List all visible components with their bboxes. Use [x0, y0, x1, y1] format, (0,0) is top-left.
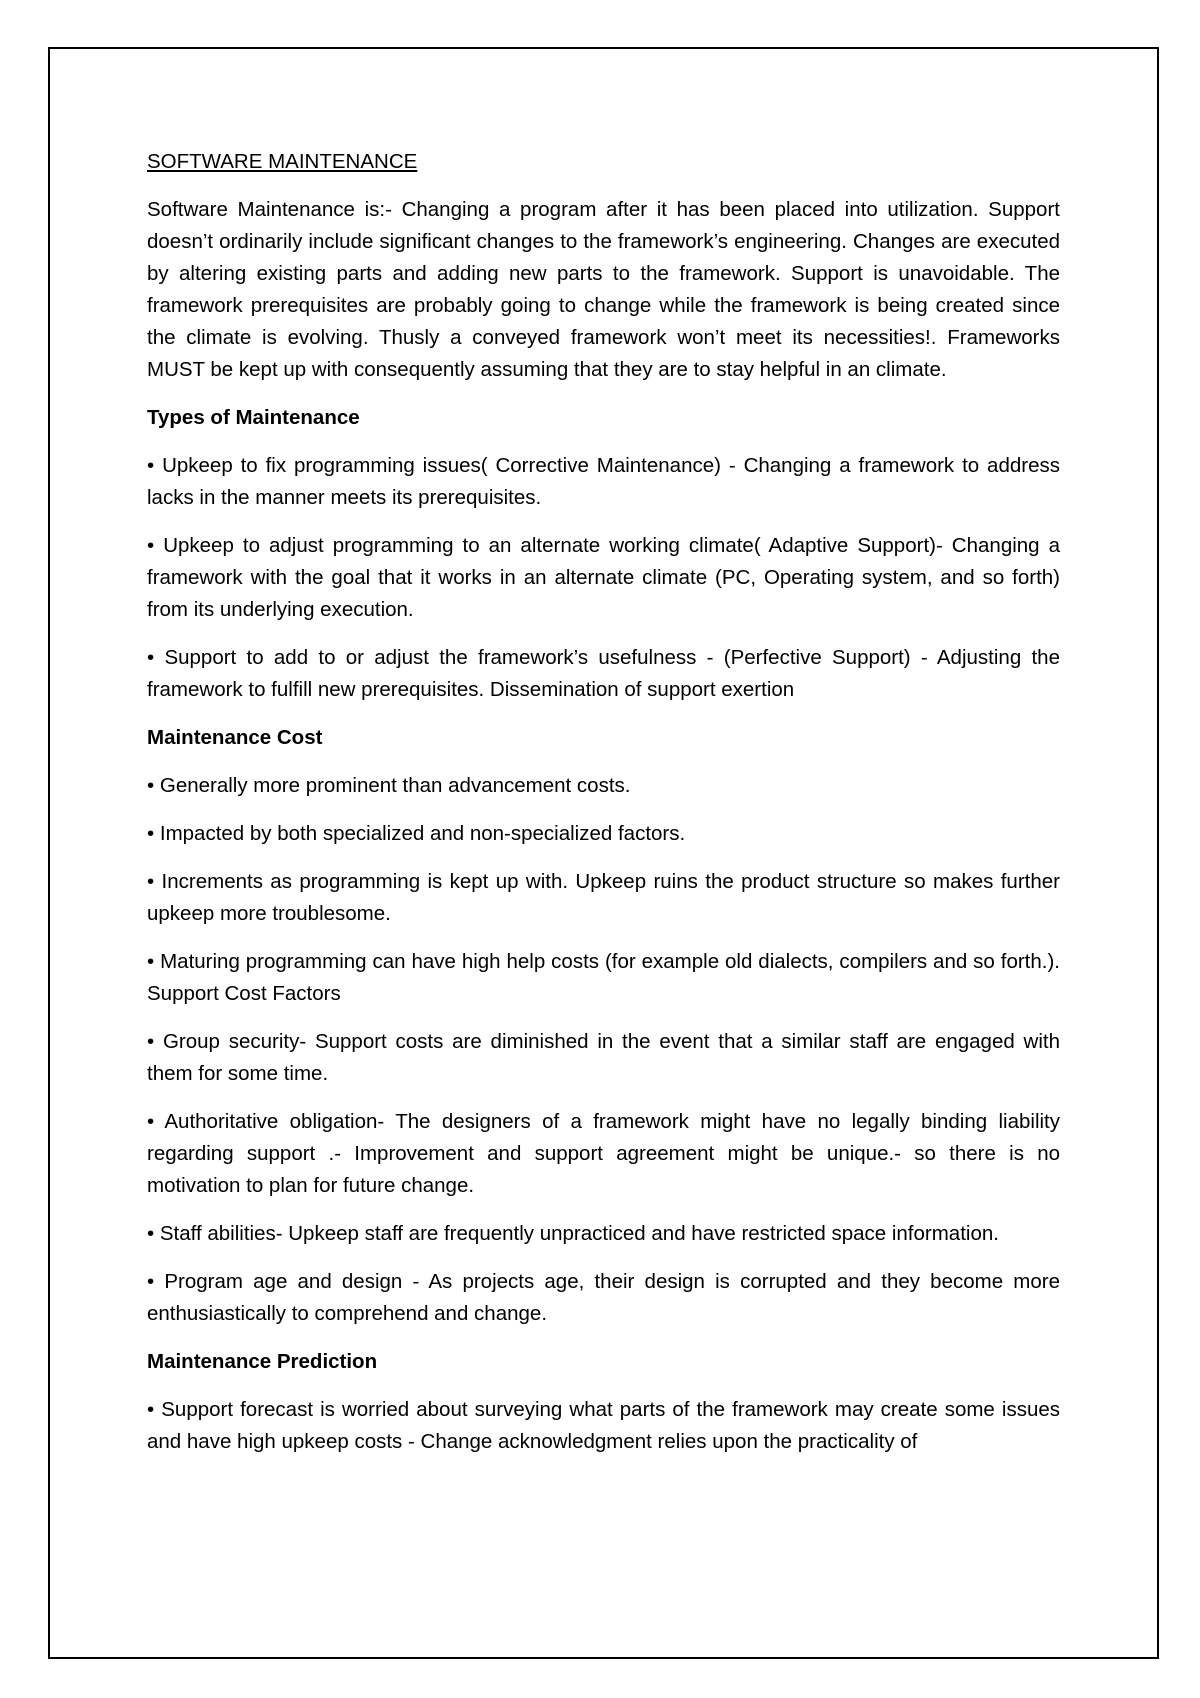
prediction-item: • Support forecast is worried about surveying what parts of the framework may create some issues and have high upkeep costs - Change acknowledgment relies upon the practicality of	[147, 1398, 1060, 1453]
type-item-perfective: • Support to add to or adjust the framework’s usefulness - (Perfective Support) - Adjusting the framework to fulfill new prerequisites. Dissemination of support exertion	[147, 646, 1060, 701]
cost-item: • Impacted by both specialized and non-specialized factors.	[147, 822, 686, 845]
cost-item: • Authoritative obligation- The designers of a framework might have no legally binding liability regarding support .- Improvement and support agreement might be unique.- so there is no motivation to plan for future change.	[147, 1110, 1060, 1197]
document-title: SOFTWARE MAINTENANCE	[147, 150, 418, 173]
prediction-heading: Maintenance Prediction	[147, 1350, 378, 1373]
cost-item: • Group security- Support costs are diminished in the event that a similar staff are engaged with them for some time.	[147, 1030, 1060, 1085]
cost-item: • Increments as programming is kept up with. Upkeep ruins the product structure so makes further upkeep more troublesome.	[147, 870, 1060, 925]
cost-item: • Generally more prominent than advancement costs.	[147, 774, 631, 797]
type-item-adaptive: • Upkeep to adjust programming to an alternate working climate( Adaptive Support)- Changing a framework with the goal that it works in an alternate climate (PC, Operating system, and so forth) from its underlying execution.	[147, 534, 1060, 621]
intro-paragraph: Software Maintenance is:- Changing a program after it has been placed into utilization. Support doesn’t ordinarily include significant changes to the framework’s engineering. Changes are executed by altering existing parts and adding new parts to the framework. Support is unavoidable. The framework prerequisites are probably going to change while the framework is being created since the climate is evolving. Thusly a conveyed framework won’t meet its necessities!. Frameworks MUST be kept up with consequently assuming that they are to stay helpful in an climate.	[147, 198, 1060, 381]
cost-item: • Maturing programming can have high help costs (for example old dialects, compilers and so forth.). Support Cost Factors	[147, 950, 1060, 1005]
document-body	[147, 146, 1060, 1474]
type-item-corrective: • Upkeep to fix programming issues( Corrective Maintenance) - Changing a framework to address lacks in the manner meets its prerequisites.	[147, 454, 1060, 509]
cost-item: • Program age and design - As projects age, their design is corrupted and they become more enthusiastically to comprehend and change.	[147, 1270, 1060, 1325]
types-heading: Types of Maintenance	[147, 406, 360, 429]
cost-heading: Maintenance Cost	[147, 726, 323, 749]
cost-item: • Staff abilities- Upkeep staff are frequently unpracticed and have restricted space information.	[147, 1222, 999, 1245]
